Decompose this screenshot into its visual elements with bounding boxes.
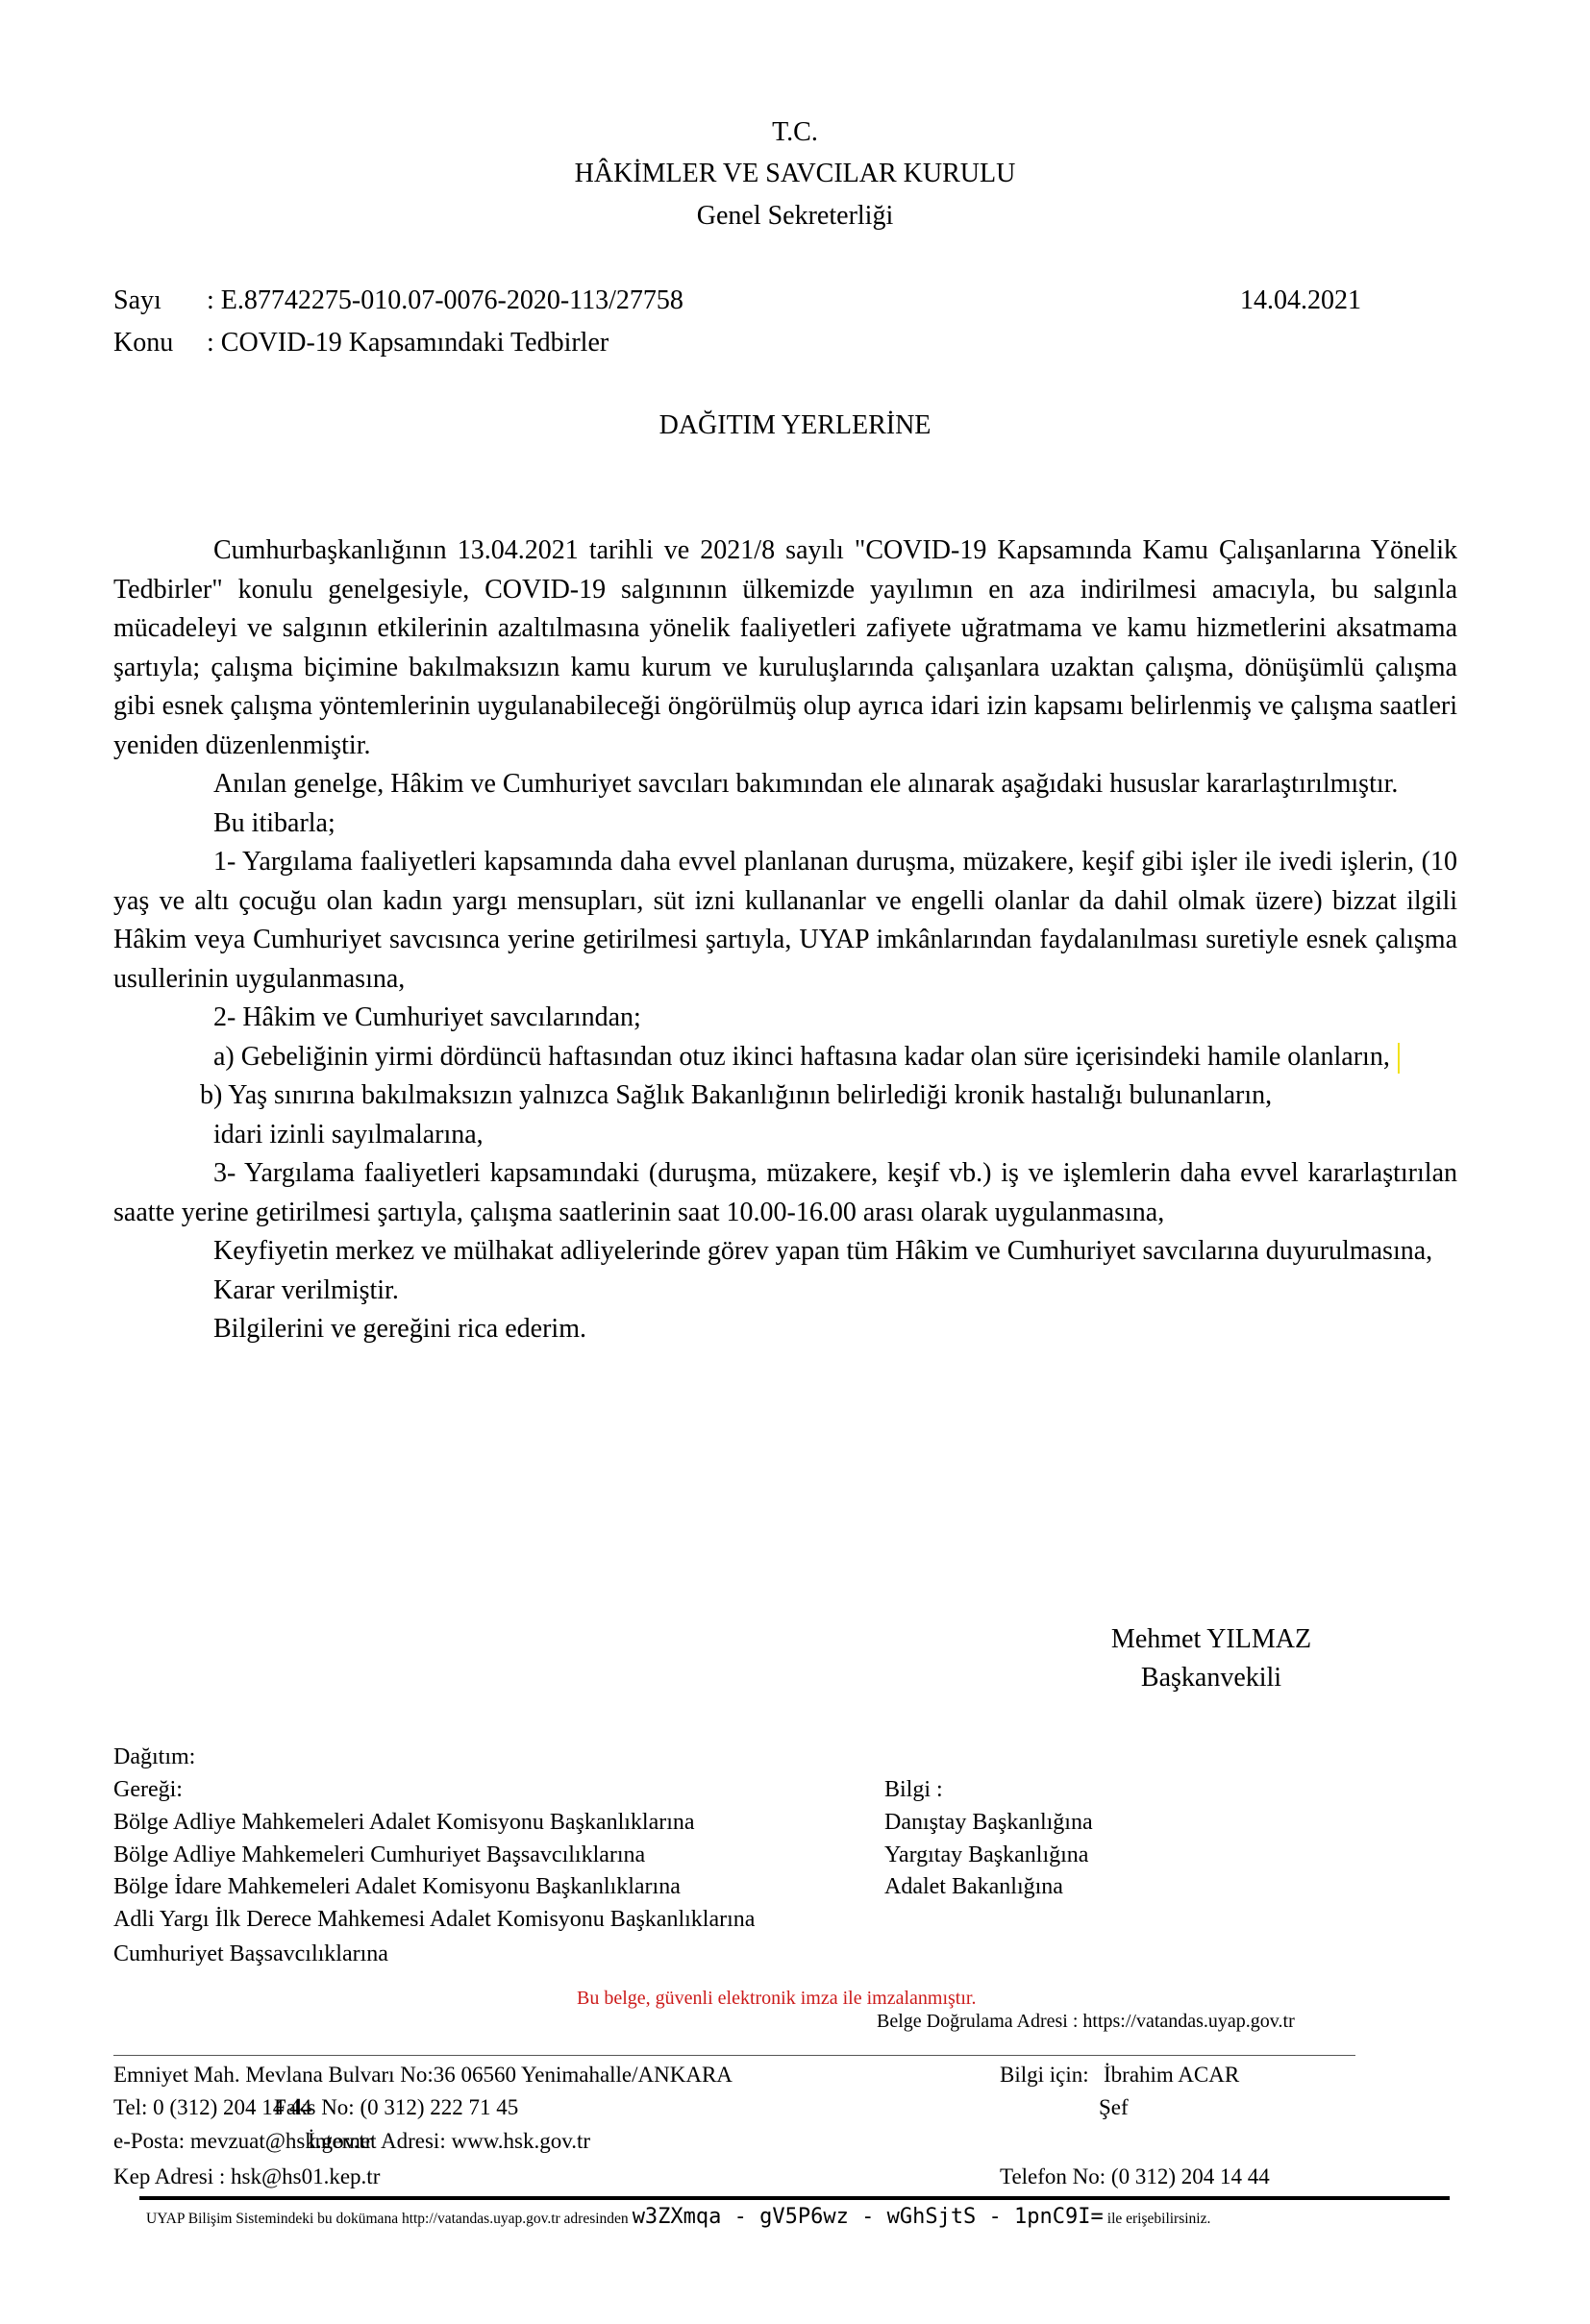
paragraph-accordingly: Bu itibarla; xyxy=(213,807,335,838)
gerei-label: Gereği: xyxy=(113,1777,183,1802)
uyap-access-line xyxy=(146,2205,1210,2229)
verification-code: w3ZXmqa - gV5P6wz - wGhSjtS - 1pnC9I= xyxy=(632,2205,1104,2229)
footer-kep: Kep Adresi : hsk@hs01.kep.tr xyxy=(113,2164,381,2188)
uyap-suffix: ile erişebilirsiniz. xyxy=(1106,2211,1211,2227)
item-2-conclusion: idari izinli sayılmalarına, xyxy=(213,1119,484,1150)
contact-phone: Telefon No: (0 312) 204 14 44 xyxy=(1000,2164,1270,2188)
document-date: 14.04.2021 xyxy=(1240,285,1361,315)
item-3: 3- Yargılama faaliyetleri kapsamındaki (duruşma, müzakere, keşif vb.) iş ve işlemlerin daha evvel kararlaştırılan saatte yerine getirilmesi şartıyla, çalışma saatlerinin saat 10.00-16.00 arası olarak uygulanmasına, xyxy=(113,1158,1457,1227)
signatory-title: Başkanvekili xyxy=(1140,1663,1282,1693)
footer-bottom-rule xyxy=(139,2196,1450,2200)
distribution-label: Dağıtım: xyxy=(113,1744,196,1769)
distribution-item: Bölge Adliye Mahkemeleri Adalet Komisyonu Başkanlıklarına xyxy=(113,1810,695,1835)
bilgi-label: Bilgi : xyxy=(884,1777,943,1802)
paragraph-closing: Bilgilerini ve gereğini rica ederim. xyxy=(213,1314,586,1344)
footer-tel: Tel: 0 (312) 204 14 44 xyxy=(113,2095,312,2119)
item-2b: b) Yaş sınırına bakılmaksızın yalnızca Sağlık Bakanlığının belirlediği kronik hastalığı bulunanların, xyxy=(200,1080,1273,1110)
item-2a xyxy=(113,1038,1457,1077)
esignature-notice: Bu belge, güvenli elektronik imza ile imzalanmıştır. xyxy=(577,1988,977,2009)
distribution-item: Bölge İdare Mahkemeleri Adalet Komisyonu Başkanlıklarına xyxy=(113,1874,681,1899)
footer-fax: Faks No: (0 312) 222 71 45 xyxy=(274,2095,519,2119)
paragraph-announce: Keyfiyetin merkez ve mülhakat adliyelerinde görev yapan tüm Hâkim ve Cumhuriyet savcılarına duyurulmasına, xyxy=(213,1236,1433,1266)
addressee: DAĞITIM YERLERİNE xyxy=(658,410,932,440)
footer-separator xyxy=(113,2055,1355,2056)
item-2: 2- Hâkim ve Cumhuriyet savcılarından; xyxy=(213,1002,641,1032)
verification-address: Belge Doğrulama Adresi : https://vatandas.uyap.gov.tr xyxy=(877,2011,1295,2032)
sayi-label: Sayı xyxy=(113,285,161,315)
info-item: Adalet Bakanlığına xyxy=(884,1874,1063,1899)
contact-name: İbrahim ACAR xyxy=(1104,2063,1240,2087)
document-body xyxy=(113,532,1457,1349)
header-institution: HÂKİMLER VE SAVCILAR KURULU xyxy=(574,159,1016,188)
info-item: Yargıtay Başkanlığına xyxy=(884,1842,1089,1867)
uyap-prefix: UYAP Bilişim Sistemindeki bu dokümana http://vatandas.uyap.gov.tr adresinden xyxy=(146,2211,629,2227)
konu-label: Konu xyxy=(113,328,174,358)
distribution-item: Adli Yargı İlk Derece Mahkemesi Adalet Komisyonu Başkanlıklarına xyxy=(113,1906,756,1932)
footer-website: İnternet Adresi: www.hsk.gov.tr xyxy=(308,2129,591,2153)
distribution-item: Bölge Adliye Mahkemeleri Cumhuriyet Başsavcılıklarına xyxy=(113,1842,646,1867)
header-tc: T.C. xyxy=(772,117,818,147)
distribution-list xyxy=(113,1807,755,1971)
info-item: Danıştay Başkanlığına xyxy=(884,1810,1093,1835)
signatory-name: Mehmet YILMAZ xyxy=(1110,1624,1312,1654)
contact-title: Şef xyxy=(1099,2095,1129,2119)
sayi-value: : E.87742275-010.07-0076-2020-113/27758 xyxy=(207,285,683,315)
header-department: Genel Sekreterliği xyxy=(696,201,894,231)
item-1: 1- Yargılama faaliyetleri kapsamında daha evvel planlanan duruşma, müzakere, keşif gibi işler ile ivedi işlerin, (10 yaş ve altı çocuğu olan kadın yargı mensupları, süt izni kullananlar ve engelli olanlar da dahil olmak üzere) bizzat ilgili Hâkim veya Cumhuriyet savcısınca yerine getirilmesi şartıyla, UYAP imkânlarından faydalanılması suretiyle esnek çalışma usullerinin uygulanmasına, xyxy=(113,847,1457,994)
konu-value: : COVID-19 Kapsamındaki Tedbirler xyxy=(207,328,609,358)
paragraph-decision: Anılan genelge, Hâkim ve Cumhuriyet savcıları bakımından ele alınarak aşağıdaki hususlar kararlaştırılmıştır. xyxy=(213,769,1399,799)
distribution-item: Cumhuriyet Başsavcılıklarına xyxy=(113,1941,388,1966)
paragraph-decided: Karar verilmiştir. xyxy=(213,1274,399,1305)
info-list xyxy=(884,1807,1093,1904)
paragraph-intro: Cumhurbaşkanlığının 13.04.2021 tarihli ve 2021/8 sayılı "COVID-19 Kapsamında Kamu Çalışanlarına Yönelik Tedbirler" konulu genelgesiyle, COVID-19 salgınının ülkemizde yayılımın en aza indirilmesi amacıyla, bu salgınla mücadeleyi ve salgının etkilerinin azaltılmasına yönelik faaliyetleri zafiyete uğratmama ve kamu hizmetlerini aksatmama şartıyla; çalışma biçimine bakılmaksızın kamu kurum ve kuruluşlarında çalışanlara uzaktan çalışma, dönüşümlü çalışma gibi esnek çalışma yöntemlerinin uygulanabileceği öngörülmüş olup ayrıca idari izin kapsamı belirlenmiş ve çalışma saatleri yeniden düzenlenmiştir. xyxy=(113,535,1457,760)
footer-address: Emniyet Mah. Mevlana Bulvarı No:36 06560 Yenimahalle/ANKARA xyxy=(113,2063,733,2087)
contact-label: Bilgi için: xyxy=(1000,2063,1089,2087)
text-cursor xyxy=(1398,1043,1400,1074)
footer-email: e-Posta: mevzuat@hsk.gov.tr xyxy=(113,2129,373,2153)
item-2a-text: a) Gebeliğinin yirmi dördüncü haftasından otuz ikinci haftasına kadar olan süre içerisindeki hamile olanların, xyxy=(213,1041,1390,1072)
